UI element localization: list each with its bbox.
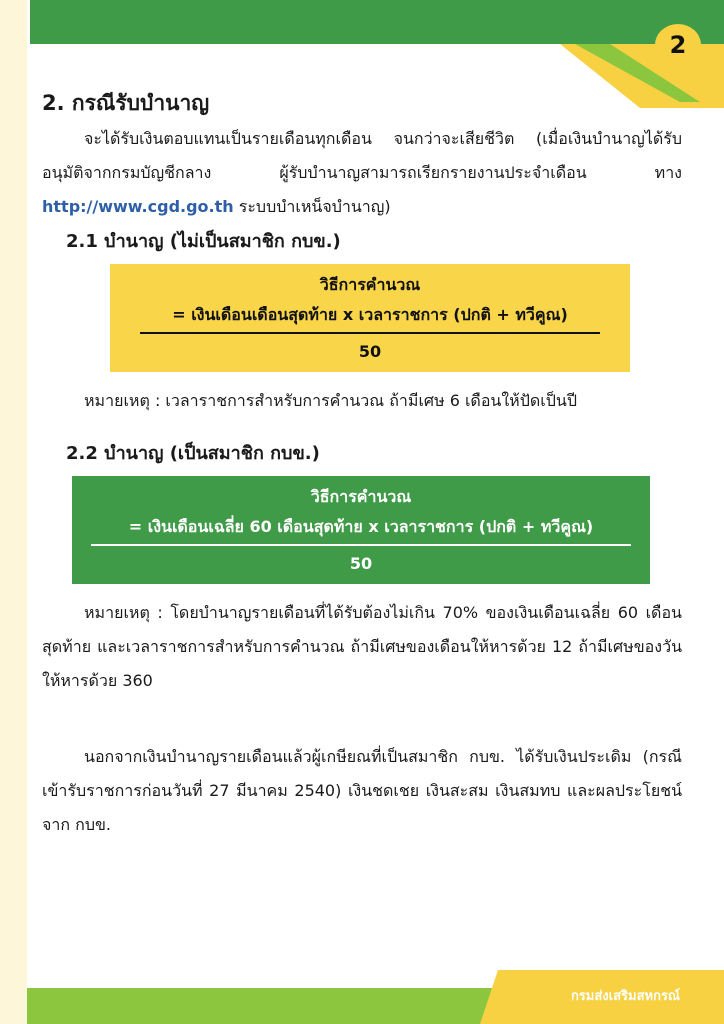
formula-denominator: 50 [349,554,373,573]
formula-box-non-member [110,264,630,372]
formula-numerator: = เงินเดือนเดือนสุดท้าย x เวลาราชการ (ปกติ + ทวีคูณ) [172,305,568,324]
intro-after-link: ระบบบำเหน็จบำนาญ) [233,197,391,216]
main-content [42,84,682,842]
note-2-2: หมายเหตุ : โดยบำนาญรายเดือนที่ได้รับต้องไม่เกิน 70% ของเงินเดือนเฉลี่ย 60 เดือนสุดท้าย และเวลาราชการสำหรับการคำนวณ ถ้ามีเศษของเดือนให้หารด้วย 12 ถ้ามีเศษของวัน ให้หารด้วย 360 [42,603,682,690]
footer-label: กรมส่งเสริมสหกรณ์ [570,989,680,1004]
subsection-title-2-1: 2.1 บำนาญ (ไม่เป็นสมาชิก กบข.) [66,231,341,252]
note-2-1: หมายเหตุ : เวลาราชการสำหรับการคำนวณ ถ้ามีเศษ 6 เดือนให้ปัดเป็นปี [84,391,577,410]
formula-denominator: 50 [358,342,382,361]
subsection-title-2-2: 2.2 บำนาญ (เป็นสมาชิก กบข.) [66,443,320,464]
formula-title: วิธีการคำนวณ [319,275,421,294]
fraction-line [140,332,600,334]
fraction-line [91,544,631,546]
formula-numerator: = เงินเดือนเฉลี่ย 60 เดือนสุดท้าย x เวลาราชการ (ปกติ + ทวีคูณ) [128,517,594,536]
section-title: 2. กรณีรับบำนาญ [42,91,210,115]
closing-paragraph: นอกจากเงินบำนาญรายเดือนแล้วผู้เกษียณที่เป็นสมาชิก กบข. ได้รับเงินประเดิม (กรณีเข้ารับราชการก่อนวันที่ 27 มีนาคม 2540) เงินชดเชย เงินสะสม เงินสมทบ และผลประโยชน์จาก กบข. [42,747,682,834]
formula-box-member [72,476,650,584]
left-decor-strip [0,0,27,1024]
cgd-link[interactable]: http://www.cgd.go.th [42,197,234,216]
page-number-badge: 2 [655,24,701,66]
intro-text: จะได้รับเงินตอบแทนเป็นรายเดือนทุกเดือน จนกว่าจะเสียชีวิต (เมื่อเงินบำนาญได้รับอนุมัติจากกรมบัญชีกลาง ผู้รับบำนาญสามารถเรียกรายงานประจำเดือน ทาง [42,129,682,182]
formula-title: วิธีการคำนวณ [310,487,412,506]
intro-paragraph [42,122,682,224]
